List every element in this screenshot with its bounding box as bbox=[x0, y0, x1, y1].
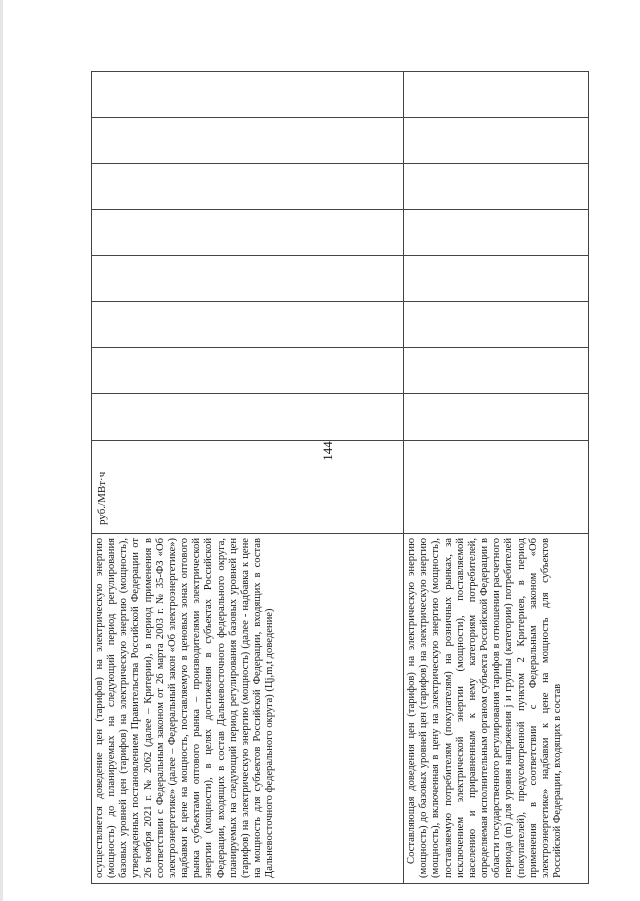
table-row bbox=[404, 72, 589, 884]
unit-text bbox=[404, 441, 408, 533]
page-number: 144 bbox=[320, 441, 335, 461]
value-cell bbox=[92, 72, 404, 118]
value-cell bbox=[404, 256, 589, 302]
value-cell bbox=[404, 118, 589, 164]
unit-cell bbox=[404, 441, 589, 534]
value-cell bbox=[404, 394, 589, 441]
value-cell bbox=[92, 210, 404, 256]
value-cell bbox=[92, 348, 404, 394]
value-cell bbox=[404, 72, 589, 118]
table-row bbox=[92, 72, 404, 884]
description-text: Составляющая доведения цен (тарифов) на электрическую энергию (мощность) до базовых уровней цен (тарифов) на электрическую энергию (мощность), включенная в цену на электрическую энергию (мощность), поставляемую потребителям (покупателям) на розничных рынках, за исключением электрической энергии (мощности), поставляемой населению и приравненным к нему категориям потребителей, определяемая исполнительным органом субъекта Российской Федерации в области государственного регулирования тарифов в отношении расчетного периода (m) для уровня напряжения j и группы (категории) потребителей (покупателей), предусмотренной пунктом 2 Критериев, в период применения в соответствии с Федеральным законом «Об электроэнергетике» надбавки к цене на мощность для субъектов Российской Федерации, входящих в состав bbox=[406, 538, 564, 878]
page-left-edge bbox=[0, 0, 3, 901]
rotated-table-container bbox=[91, 76, 589, 884]
value-cell bbox=[92, 256, 404, 302]
value-cell bbox=[404, 348, 589, 394]
value-cell bbox=[92, 118, 404, 164]
description-text: осуществляется доведение цен (тарифов) на электрическую энергию (мощность) до планируемых на следующий период регулирования базовых уровней цен (тарифов) на электрическую энергию (мощность), утвержденных постановлением Правительства Российской Федерации от 26 ноября 2021 г. № 2062 (далее – Критерии), в период применения в соответствии с Федеральным законом от 26 марта 2003 г. № 35-ФЗ «Об электроэнергетике» (далее – Федеральный закон «Об электроэнергетике») надбавки к цене на мощность, поставляемую в ценовых зонах оптового рынка субъектами оптового рынка – производителями электрической энергии (мощности), в целях достижения в субъектах Российской Федерации, входящих в состав Дальневосточного федерального округа, планируемых на следующий период регулирования базовых уровней цен (тарифов) на электрическую энергию (мощность) (далее - надбавка к цене на мощность для субъектов Российской Федерации, входящих в состав Дальневосточного федерального округа) (Цj,m,t доведение) bbox=[94, 538, 276, 878]
unit-text: руб./МВт·ч bbox=[96, 471, 108, 525]
value-cell bbox=[404, 210, 589, 256]
unit-cell bbox=[92, 441, 404, 534]
value-cell bbox=[92, 164, 404, 210]
description-cell bbox=[92, 534, 404, 884]
value-cell bbox=[92, 302, 404, 348]
tariff-table bbox=[91, 71, 589, 884]
value-cell bbox=[404, 302, 589, 348]
value-cell bbox=[92, 394, 404, 441]
description-cell bbox=[404, 534, 589, 884]
value-cell bbox=[404, 164, 589, 210]
